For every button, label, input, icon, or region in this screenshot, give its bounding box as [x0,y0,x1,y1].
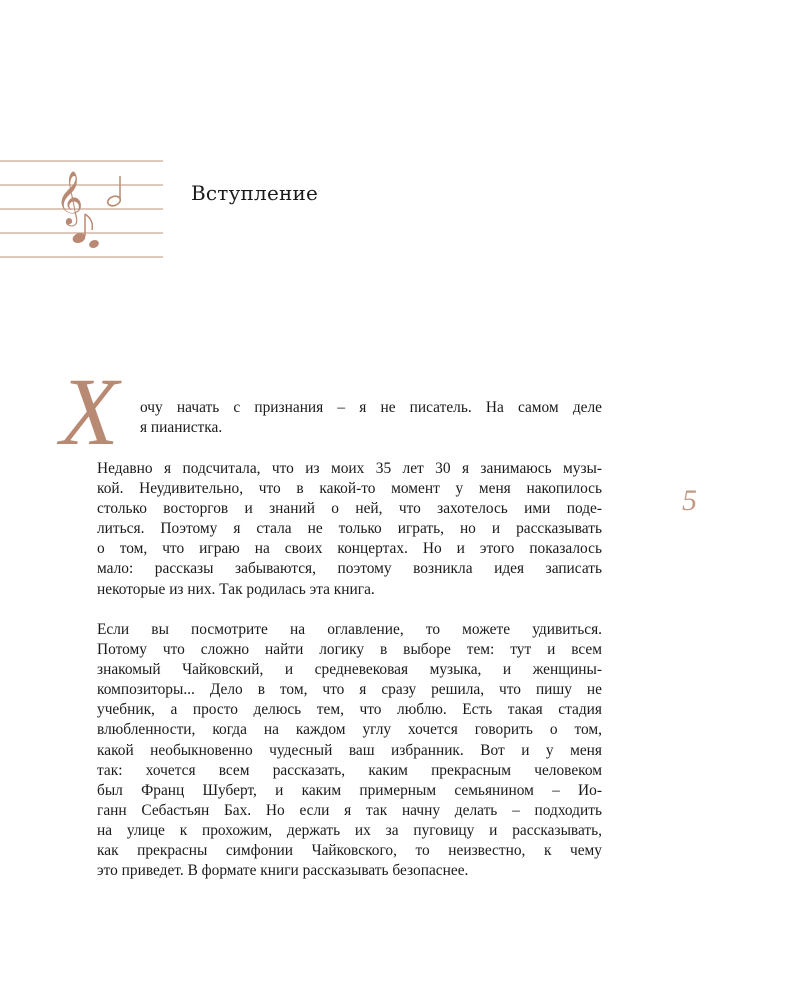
intro-line: я пианистка. [140,419,223,436]
music-staff-notes-icon [0,158,165,263]
text-line: Недавно я подсчитала, что из моих 35 лет 30 я занимаюсь музы- [97,460,602,477]
paragraph [97,459,602,600]
text-line: был Франц Шуберт, и каким примерным семьянином – Ио- [97,781,602,799]
text-line: столько восторгов и знаний о ней, что захотелось ими поде- [97,500,602,518]
intro-line: очу начать с признания – я не писатель. На самом деле [140,399,602,416]
drop-cap: Х [60,358,119,465]
text-line: знакомый Чайковский, и средневековая музыка, и женщины- [97,661,602,679]
text-line: какой необыкновенно чудесный ваш избранник. Вот и у меня [97,741,602,759]
text-line: это приведет. В формате книги рассказывать безопаснее. [97,862,469,880]
page-number: 5 [682,484,697,517]
text-line: мало: рассказы забываются, поэтому возникла идея записать [97,560,602,578]
text-line: как прекрасны симфонии Чайковского, то неизвестно, к чему [97,842,602,860]
text-line: композиторы... Дело в том, что я сразу решила, что пишу не [97,681,602,699]
chapter-title: Вступление [191,181,319,205]
text-line: кой. Неудивительно, что в какой-то момент у меня накопилось [97,480,602,498]
text-line: ганн Себастьян Бах. Но если я так начну делать – подходить [97,801,602,819]
text-line: некоторые из них. Так родилась эта книга. [97,580,375,598]
text-line: так: хочется всем рассказать, каким прекрасным человеком [97,761,602,779]
intro-text [140,398,602,438]
text-line: Потому что сложно найти логику в выборе тем: тут и всем [97,641,602,659]
text-line: литься. Поэтому я стала не только играть, но и рассказывать [97,520,602,538]
text-line: Если вы посмотрите на оглавление, то можете удивиться. [97,621,602,638]
svg-text:𝄞: 𝄞 [56,170,84,224]
text-line: о том, что играю на своих концертах. Но и этого показалось [97,540,602,558]
text-line: на улице к прохожим, держать их за пуговицу и рассказывать, [97,821,602,839]
text-line: влюбленности, когда на каждом углу хочется говорить о том, [97,721,602,739]
text-line: учебник, а просто делюсь тем, что люблю. Есть такая стадия [97,701,602,719]
paragraph [97,620,602,881]
